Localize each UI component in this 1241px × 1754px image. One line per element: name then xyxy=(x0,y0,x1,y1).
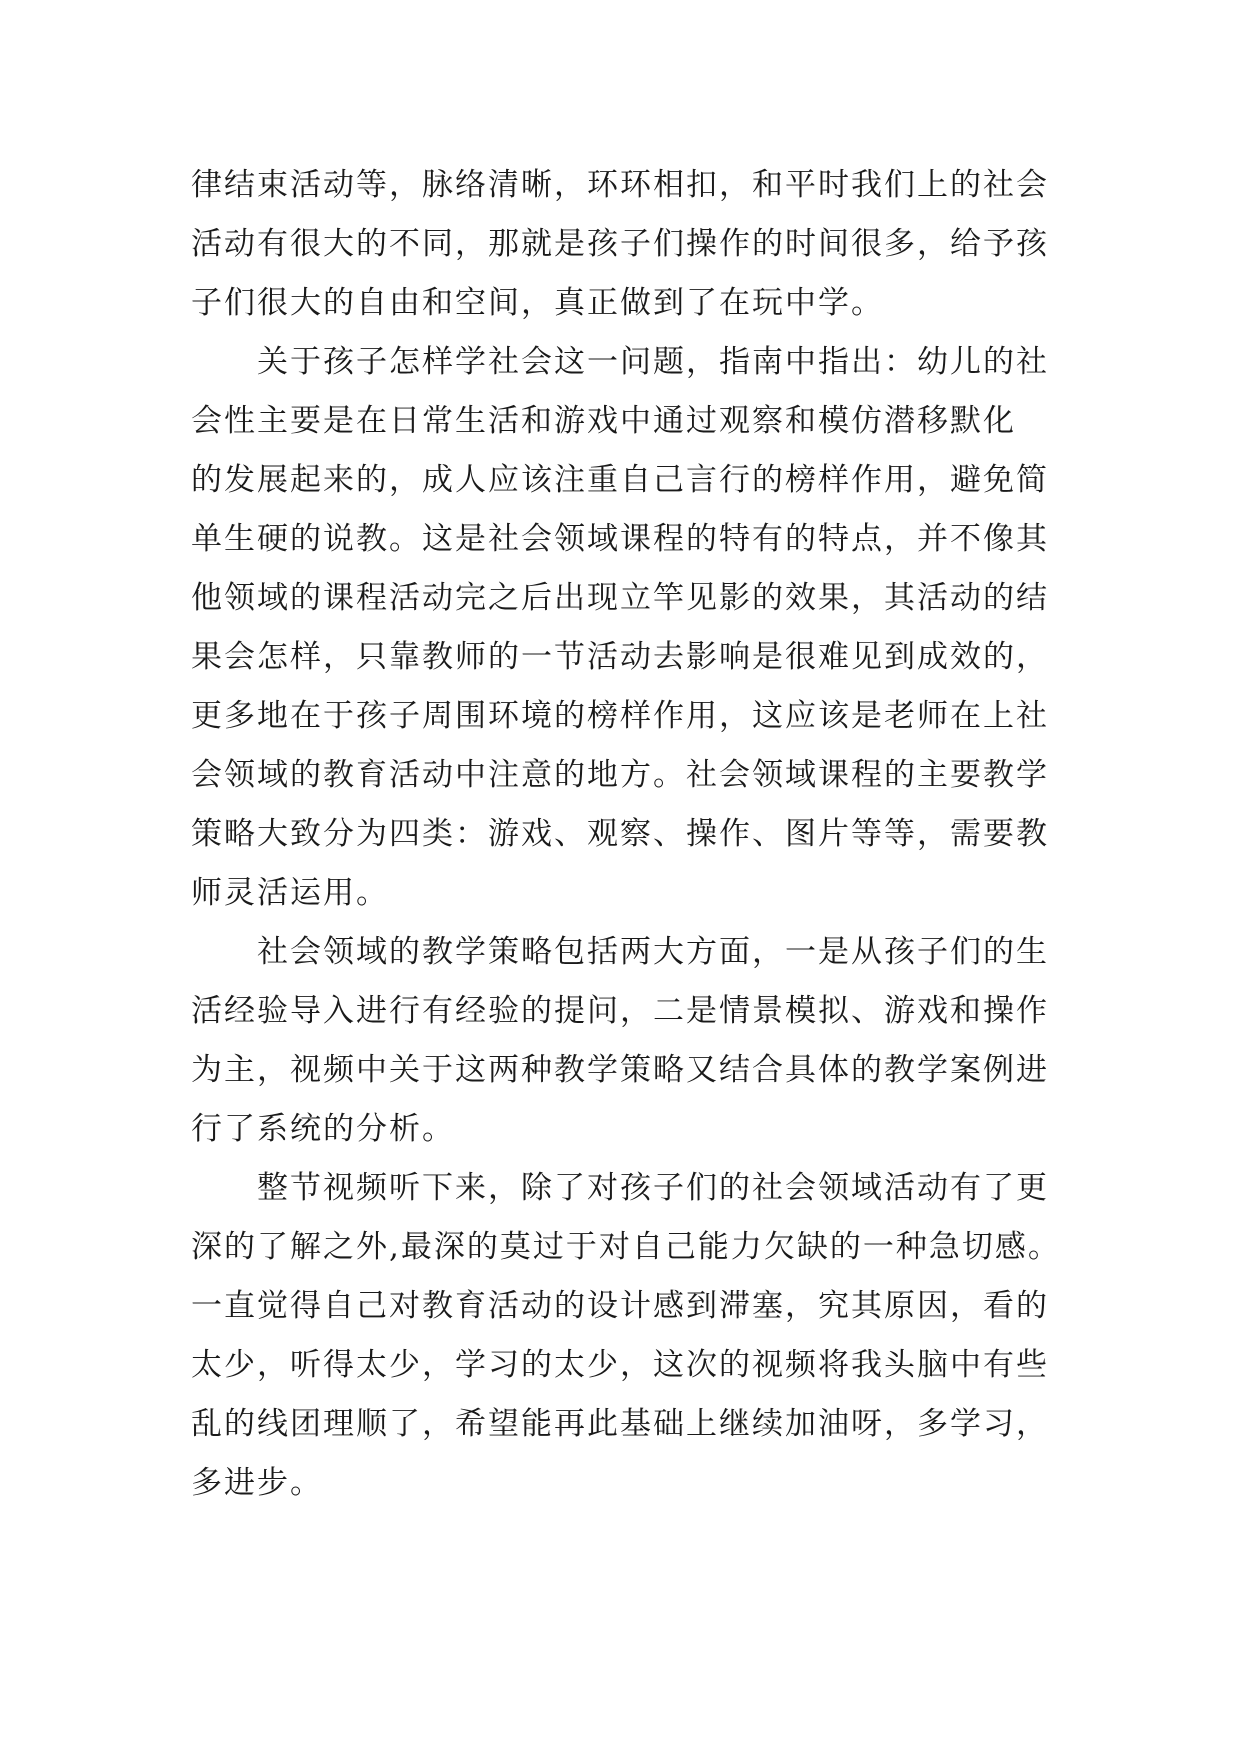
text-line: 社会领域的教学策略包括两大方面，一是从孩子们的生 xyxy=(191,934,1049,970)
text-line: 果会怎样，只靠教师的一节活动去影响是很难见到成效的， xyxy=(191,639,1049,675)
text-line: 会性主要是在日常生活和游戏中通过观察和模仿潜移默化 xyxy=(191,403,1016,439)
text-line: 太少，听得太少，学习的太少，这次的视频将我头脑中有些 xyxy=(191,1347,1049,1383)
text-line: 会领域的教育活动中注意的地方。社会领域课程的主要教学 xyxy=(191,757,1049,793)
paragraph xyxy=(191,333,1071,923)
text-line: 师灵活运用。 xyxy=(191,875,389,911)
text-line: 子们很大的自由和空间，真正做到了在玩中学。 xyxy=(191,285,884,321)
text-line: 活经验导入进行有经验的提问，二是情景模拟、游戏和操作 xyxy=(191,993,1049,1029)
text-line: 活动有很大的不同，那就是孩子们操作的时间很多，给予孩 xyxy=(191,226,1049,262)
body-text xyxy=(191,156,1071,1513)
text-line: 乱的线团理顺了，希望能再此基础上继续加油呀，多学习， xyxy=(191,1406,1049,1442)
text-line: 整节视频听下来，除了对孩子们的社会领域活动有了更 xyxy=(191,1170,1049,1206)
text-line: 多进步。 xyxy=(191,1465,323,1501)
paragraph xyxy=(191,923,1071,1159)
text-line: 策略大致分为四类：游戏、观察、操作、图片等等，需要教 xyxy=(191,816,1049,852)
text-line: 单生硬的说教。这是社会领域课程的特有的特点，并不像其 xyxy=(191,521,1049,557)
text-line: 律结束活动等，脉络清晰，环环相扣，和平时我们上的社会 xyxy=(191,167,1049,203)
text-line: 更多地在于孩子周围环境的榜样作用，这应该是老师在上社 xyxy=(191,698,1049,734)
text-line: 深的了解之外,最深的莫过于对自己能力欠缺的一种急切感。 xyxy=(191,1229,1061,1265)
paragraph xyxy=(191,1159,1071,1513)
paragraph xyxy=(191,156,1071,333)
text-line: 的发展起来的，成人应该注重自己言行的榜样作用，避免简 xyxy=(191,462,1049,498)
text-line: 关于孩子怎样学社会这一问题，指南中指出：幼儿的社 xyxy=(191,344,1049,380)
text-line: 他领域的课程活动完之后出现立竿见影的效果，其活动的结 xyxy=(191,580,1049,616)
text-line: 行了系统的分析。 xyxy=(191,1111,455,1147)
text-line: 一直觉得自己对教育活动的设计感到滞塞，究其原因，看的 xyxy=(191,1288,1049,1324)
text-line: 为主，视频中关于这两种教学策略又结合具体的教学案例进 xyxy=(191,1052,1049,1088)
